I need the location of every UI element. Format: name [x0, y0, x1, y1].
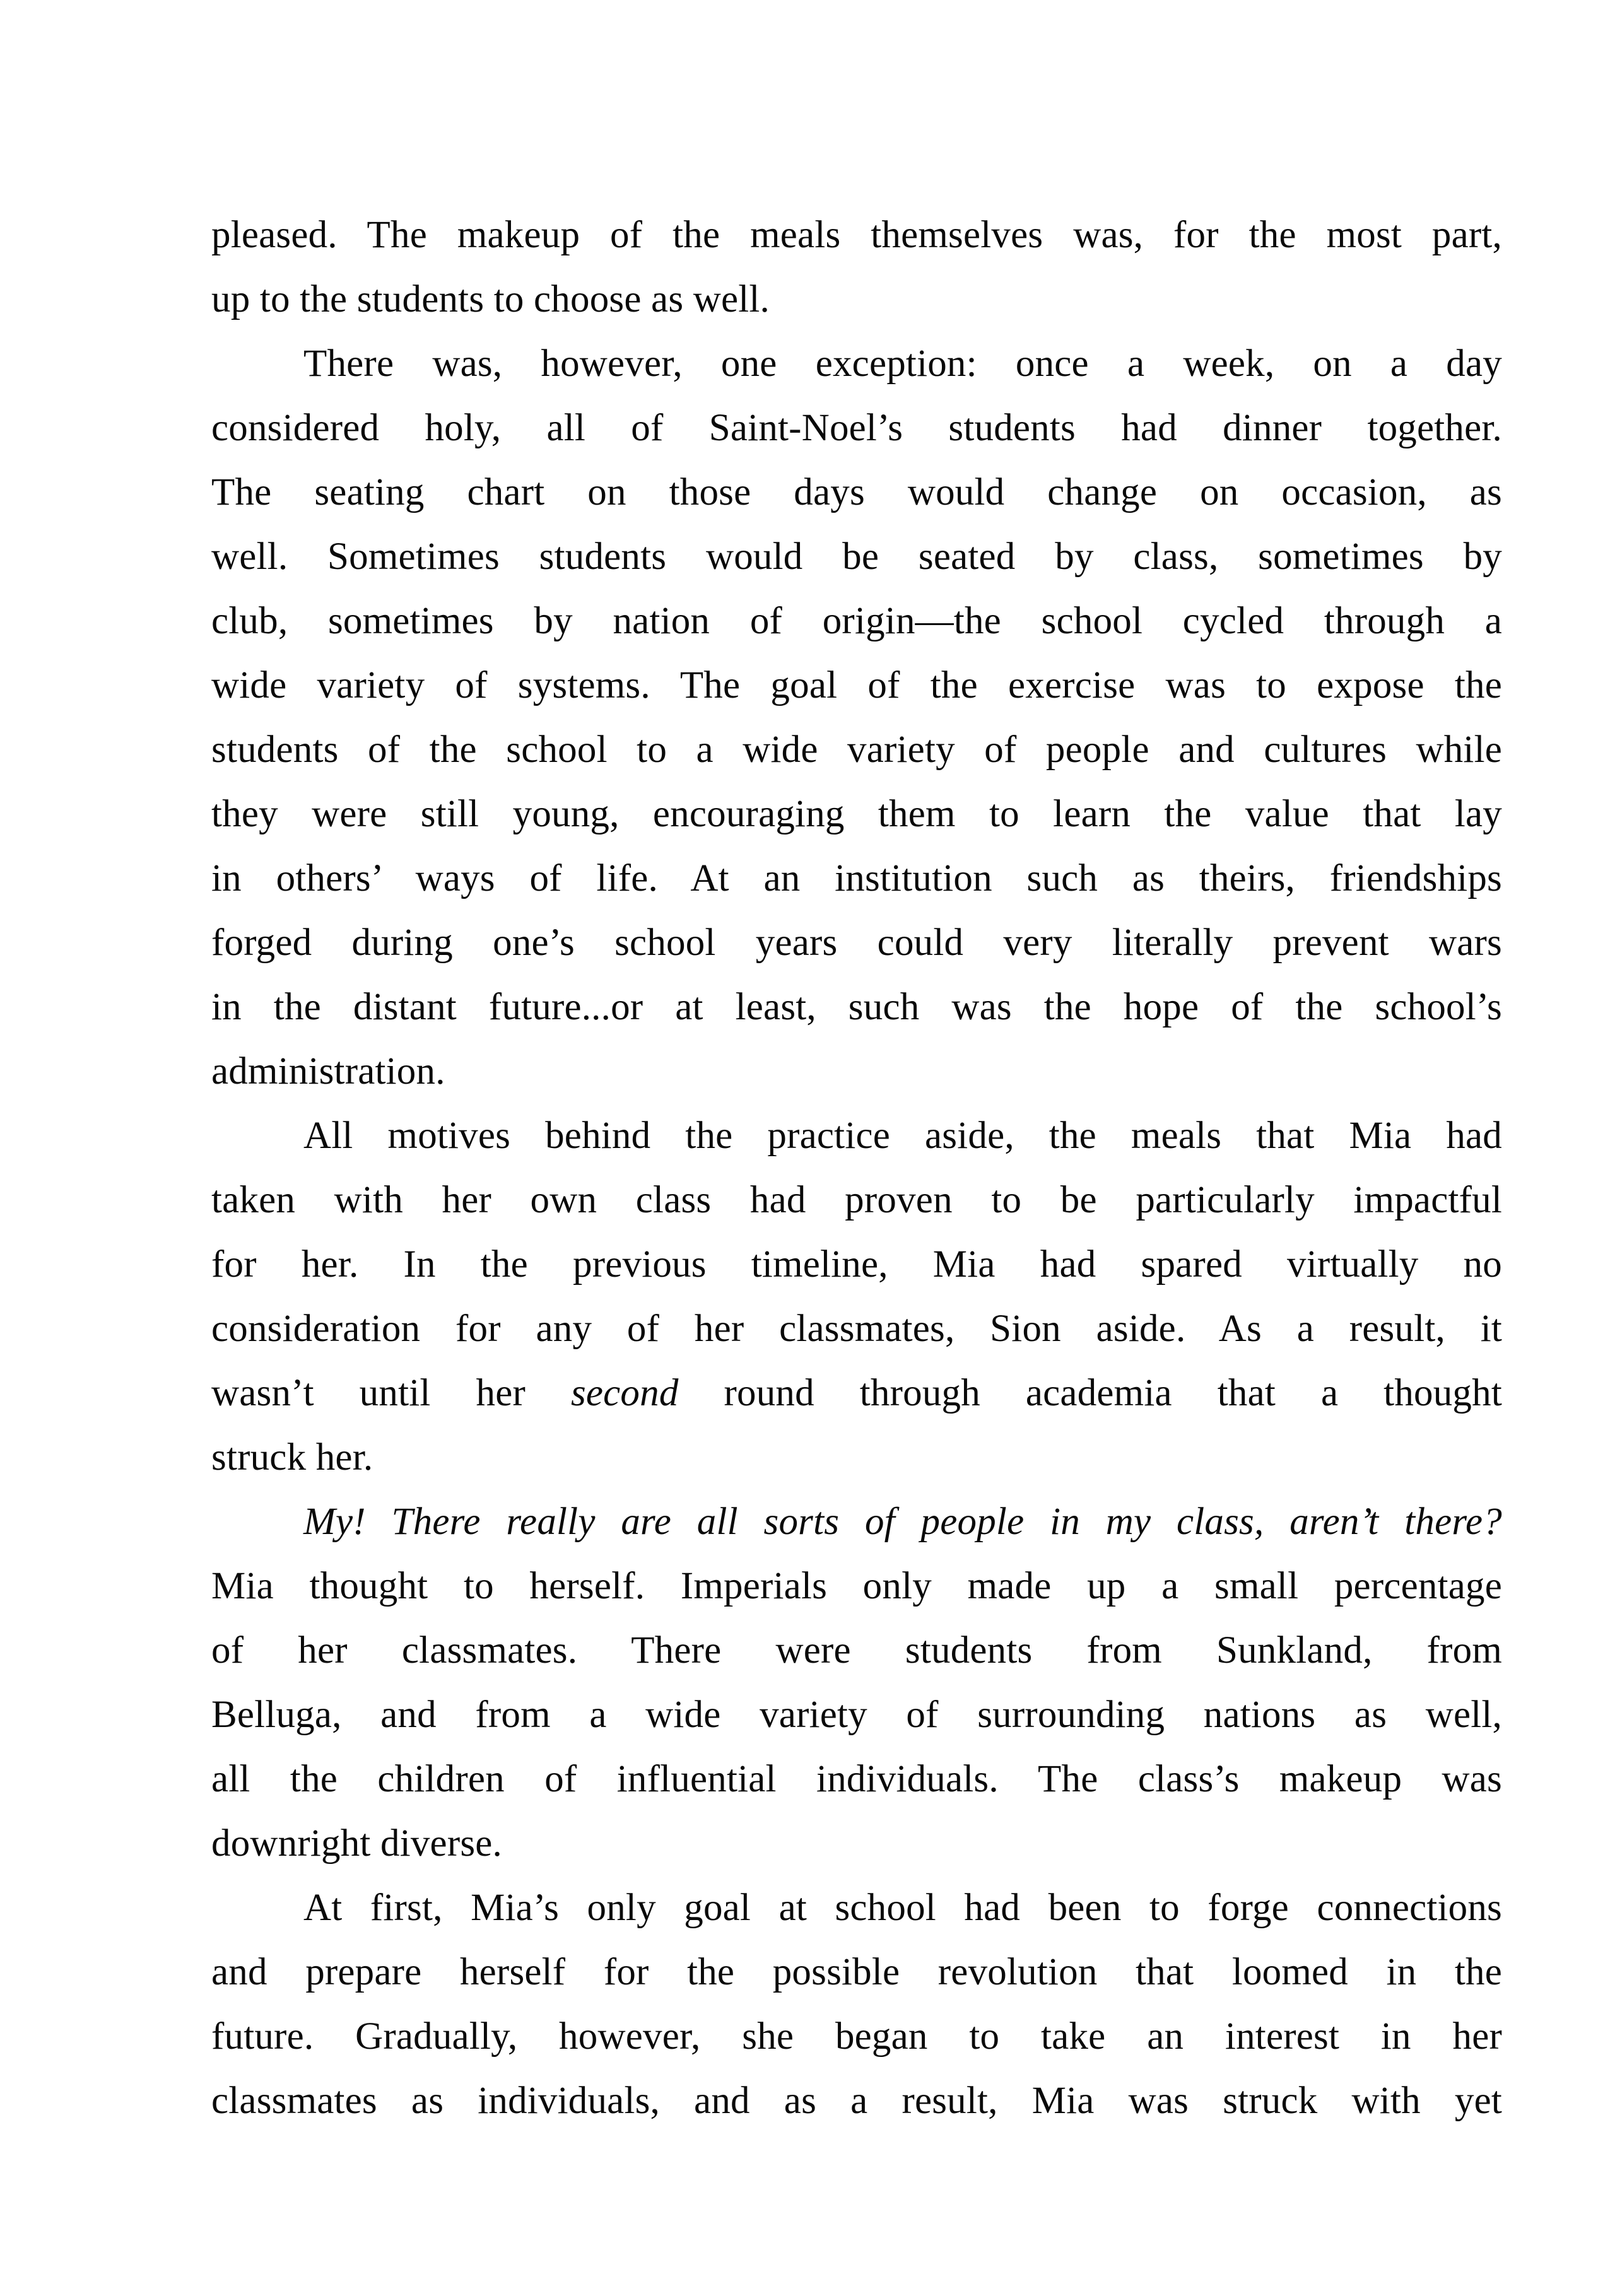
italic-text: second [570, 1372, 679, 1414]
body-text: students of the school to a wide variety of people and cultures while [211, 729, 1502, 771]
body-text: and prepare herself for the possible revolution that loomed in the [211, 1951, 1502, 1993]
body-text: future. Gradually, however, she began to take an interest in her [211, 2015, 1502, 2058]
text-line [211, 782, 1502, 846]
text-line [211, 460, 1502, 525]
body-text: downright diverse. [211, 1822, 503, 1865]
body-text: administration. [211, 1050, 445, 1092]
body-text: round through academia that a thought [678, 1372, 1502, 1414]
text-line [211, 1040, 1502, 1104]
text-line [211, 589, 1502, 653]
text-line [211, 1233, 1502, 1297]
paragraph [211, 332, 1502, 1104]
text-line [211, 1361, 1502, 1426]
text-line [211, 1554, 1502, 1619]
paragraph [211, 1876, 1502, 2133]
body-text: There was, however, one exception: once a week, on a day [303, 343, 1502, 385]
text-line [211, 525, 1502, 589]
body-text: classmates as individuals, and as a result, Mia was struck with yet [211, 2080, 1502, 2122]
body-text: taken with her own class had proven to be particularly impactful [211, 1179, 1502, 1221]
text-line [211, 267, 1502, 332]
text-line [211, 1683, 1502, 1747]
body-text: in others’ ways of life. At an institution such as theirs, friendships [211, 857, 1502, 899]
body-text: The seating chart on those days would change on occasion, as [211, 471, 1502, 513]
italic-text: My! There really are all sorts of people in my class, aren’t there? [303, 1501, 1502, 1543]
text-line [211, 1426, 1502, 1490]
text-line [211, 1812, 1502, 1876]
text-line [211, 846, 1502, 911]
text-line [211, 1940, 1502, 2005]
text-line [211, 653, 1502, 718]
text-line [211, 1104, 1502, 1168]
text-line [211, 1168, 1502, 1233]
text-line [211, 1619, 1502, 1683]
text-line [211, 2069, 1502, 2133]
text-line [211, 203, 1502, 267]
paragraph [211, 1104, 1502, 1490]
body-text: well. Sometimes students would be seated by class, sometimes by [211, 536, 1502, 578]
body-text: At first, Mia’s only goal at school had been to forge connections [303, 1887, 1502, 1929]
body-text: wide variety of systems. The goal of the exercise was to expose the [211, 664, 1502, 706]
body-text: struck her. [211, 1436, 373, 1479]
body-text: consideration for any of her classmates, Sion aside. As a result, it [211, 1308, 1502, 1350]
body-text: club, sometimes by nation of origin—the school cycled through a [211, 600, 1502, 642]
text-line [211, 975, 1502, 1040]
text-line [211, 2005, 1502, 2069]
text-line [211, 1876, 1502, 1940]
text-block [211, 203, 1502, 2133]
body-text: up to the students to choose as well. [211, 278, 770, 320]
text-line [211, 1747, 1502, 1812]
text-line [211, 1297, 1502, 1361]
body-text: All motives behind the practice aside, the meals that Mia had [303, 1115, 1502, 1157]
text-line [211, 396, 1502, 460]
paragraph [211, 1490, 1502, 1876]
body-text: for her. In the previous timeline, Mia had spared virtually no [211, 1243, 1502, 1286]
text-line [211, 718, 1502, 782]
text-line [211, 1490, 1502, 1554]
body-text: considered holy, all of Saint-Noel’s students had dinner together. [211, 407, 1502, 449]
body-text: Mia thought to herself. Imperials only made up a small percentage [211, 1565, 1502, 1607]
body-text: of her classmates. There were students from Sunkland, from [211, 1629, 1502, 1672]
paragraph [211, 203, 1502, 332]
text-line [211, 332, 1502, 396]
body-text: forged during one’s school years could very literally prevent wars [211, 922, 1502, 964]
body-text: they were still young, encouraging them to learn the value that lay [211, 793, 1502, 835]
body-text: wasn’t until her [211, 1372, 571, 1414]
body-text: pleased. The makeup of the meals themselves was, for the most part, [211, 214, 1502, 256]
text-line [211, 911, 1502, 975]
body-text: all the children of influential individuals. The class’s makeup was [211, 1758, 1502, 1800]
body-text: Belluga, and from a wide variety of surrounding nations as well, [211, 1694, 1502, 1736]
body-text: in the distant future...or at least, such was the hope of the school’s [211, 986, 1502, 1028]
